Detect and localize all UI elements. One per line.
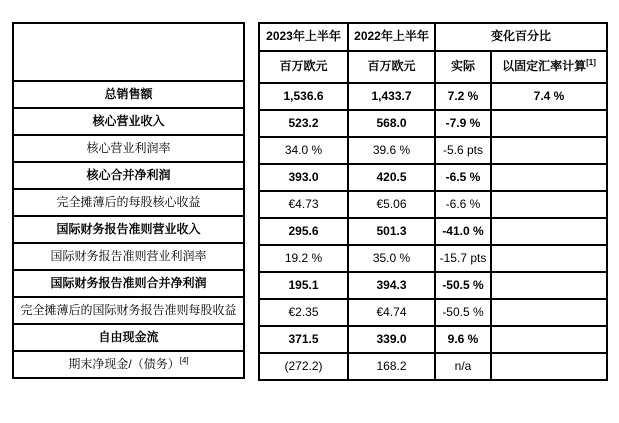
label-header-spacer-cell	[13, 23, 244, 81]
constant-rates-label: 以固定汇率计算	[502, 59, 587, 74]
cell-constant	[491, 110, 607, 137]
cell-v2022: 1,433.7	[348, 83, 435, 110]
cell-actual: -50.5 %	[435, 299, 491, 326]
cell-v2022: 394.3	[348, 272, 435, 299]
row-label	[13, 351, 244, 378]
table-row	[259, 218, 607, 245]
col-header-constant-rates	[491, 51, 607, 83]
cell-actual: -7.9 %	[435, 110, 491, 137]
label-row	[13, 243, 244, 270]
row-labels-block	[12, 22, 245, 379]
row-label-text: 核心营业利润率	[86, 140, 171, 155]
table-row	[259, 191, 607, 218]
unit-header-2022: 百万欧元	[348, 51, 435, 83]
cell-v2022: €4.74	[348, 299, 435, 326]
cell-v2022: 39.6 %	[348, 137, 435, 164]
cell-v2023: 393.0	[259, 164, 348, 191]
cell-v2023: 19.2 %	[259, 245, 348, 272]
cell-v2023: 1,536.6	[259, 83, 348, 110]
unit-header-2023: 百万欧元	[259, 51, 348, 83]
col-header-change-group: 变化百分比	[435, 23, 607, 51]
data-table-header	[259, 23, 607, 83]
cell-actual: 7.2 %	[435, 83, 491, 110]
row-label	[13, 108, 244, 135]
row-label-text: 自由现金流	[98, 329, 159, 344]
cell-actual: -6.6 %	[435, 191, 491, 218]
label-row	[13, 351, 244, 378]
table-row	[259, 137, 607, 164]
cell-constant	[491, 191, 607, 218]
table-row	[259, 299, 607, 326]
cell-v2022: 568.0	[348, 110, 435, 137]
col-header-2022: 2022年上半年	[348, 23, 435, 51]
cell-v2022: 35.0 %	[348, 245, 435, 272]
label-row	[13, 189, 244, 216]
row-label	[13, 297, 244, 324]
label-row	[13, 135, 244, 162]
cell-v2022: €5.06	[348, 191, 435, 218]
row-label	[13, 270, 244, 297]
col-header-2023: 2023年上半年	[259, 23, 348, 51]
cell-v2023: €4.73	[259, 191, 348, 218]
cell-v2023: 195.1	[259, 272, 348, 299]
cell-constant	[491, 218, 607, 245]
label-row	[13, 81, 244, 108]
cell-v2023: 34.0 %	[259, 137, 348, 164]
cell-actual: 9.6 %	[435, 326, 491, 353]
row-label-text: 总销售额	[104, 86, 153, 101]
table-row	[259, 272, 607, 299]
cell-constant	[491, 245, 607, 272]
data-table-body	[259, 83, 607, 380]
row-label-text: 核心营业收入	[92, 113, 165, 128]
cell-v2023: 295.6	[259, 218, 348, 245]
table-row	[259, 326, 607, 353]
table-row	[259, 83, 607, 110]
cell-actual: -15.7 pts	[435, 245, 491, 272]
cell-constant	[491, 326, 607, 353]
row-label-text: 国际财务报告准则营业利润率	[50, 248, 207, 263]
row-label-text: 完全摊薄后的每股核心收益	[56, 194, 201, 209]
row-label-text: 期末净现金/（债务）	[68, 356, 180, 371]
col-header-actual: 实际	[435, 51, 491, 83]
row-label	[13, 216, 244, 243]
cell-v2023: 523.2	[259, 110, 348, 137]
row-label	[13, 324, 244, 351]
cell-constant	[491, 353, 607, 380]
row-labels-body	[13, 23, 244, 378]
cell-v2023: 371.5	[259, 326, 348, 353]
unit-header-row	[259, 51, 607, 83]
footnote-marker: [4]	[179, 355, 189, 365]
row-label	[13, 243, 244, 270]
cell-v2022: 501.3	[348, 218, 435, 245]
label-row	[13, 270, 244, 297]
label-row	[13, 108, 244, 135]
row-label	[13, 162, 244, 189]
cell-v2023: €2.35	[259, 299, 348, 326]
row-label-text: 国际财务报告准则营业收入	[56, 221, 201, 236]
row-label-text: 国际财务报告准则合并净利润	[50, 275, 207, 290]
cell-constant	[491, 137, 607, 164]
row-label	[13, 135, 244, 162]
cell-v2023: (272.2)	[259, 353, 348, 380]
cell-actual: -6.5 %	[435, 164, 491, 191]
period-header-row	[259, 23, 607, 51]
cell-actual: n/a	[435, 353, 491, 380]
cell-actual: -5.6 pts	[435, 137, 491, 164]
row-label-text: 完全摊薄后的国际财务报告准则每股收益	[20, 302, 237, 317]
label-row	[13, 162, 244, 189]
cell-v2022: 339.0	[348, 326, 435, 353]
cell-constant: 7.4 %	[491, 83, 607, 110]
cell-constant	[491, 164, 607, 191]
label-row	[13, 324, 244, 351]
label-row	[13, 297, 244, 324]
cell-actual: -41.0 %	[435, 218, 491, 245]
label-header-spacer-row	[13, 23, 244, 81]
table-row	[259, 164, 607, 191]
cell-v2022: 420.5	[348, 164, 435, 191]
table-row	[259, 245, 607, 272]
cell-actual: -50.5 %	[435, 272, 491, 299]
cell-v2022: 168.2	[348, 353, 435, 380]
row-label-text: 核心合并净利润	[86, 167, 171, 182]
label-row	[13, 216, 244, 243]
table-row	[259, 110, 607, 137]
financial-summary-table	[12, 22, 608, 381]
row-label	[13, 189, 244, 216]
table-row	[259, 353, 607, 380]
cell-constant	[491, 299, 607, 326]
row-label	[13, 81, 244, 108]
data-table	[258, 22, 608, 381]
cell-constant	[491, 272, 607, 299]
footnote-marker-1: [1]	[586, 58, 596, 68]
